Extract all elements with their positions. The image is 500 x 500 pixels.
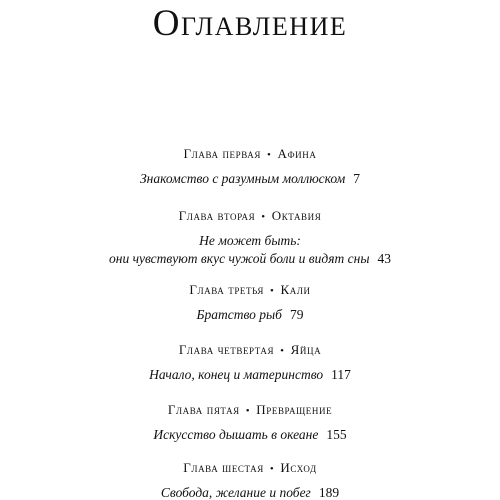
chapter-label: Глава пятая (167, 402, 240, 417)
chapter-subtitle (0, 366, 500, 384)
page-number: 155 (326, 427, 347, 442)
subtitle-line: Искусство дышать в океане (153, 427, 319, 442)
chapter-name: Превращение (256, 402, 333, 417)
bullet-separator: • (267, 149, 272, 161)
chapter-entry-4 (0, 342, 500, 384)
bullet-separator: • (280, 345, 285, 357)
page-title: Оглавление (152, 3, 348, 44)
chapter-heading (0, 402, 500, 419)
chapter-entry-3 (0, 282, 500, 324)
subtitle-line: Свобода, желание и побег (160, 485, 311, 500)
page-number: 189 (318, 485, 340, 500)
page-number: 7 (353, 171, 360, 186)
chapter-heading (0, 460, 500, 477)
chapter-subtitle (0, 170, 500, 188)
chapter-heading (0, 342, 500, 359)
subtitle-line: Братство рыб (196, 307, 282, 322)
chapter-subtitle (0, 232, 500, 250)
bullet-separator: • (245, 405, 251, 417)
chapter-heading (0, 282, 500, 299)
chapter-heading (0, 146, 500, 163)
chapter-label: Глава шестая (183, 460, 264, 475)
chapter-subtitle (0, 426, 500, 444)
bullet-separator: • (261, 211, 266, 223)
chapter-subtitle (0, 484, 500, 500)
subtitle-line: Знакомство с разумным моллюском (139, 171, 346, 186)
chapter-name: Исход (280, 460, 317, 475)
page-number: 43 (377, 251, 391, 266)
chapter-name: Афина (277, 146, 317, 161)
chapter-name: Октавия (271, 208, 322, 223)
chapter-name: Кали (280, 282, 311, 297)
bullet-separator: • (270, 285, 275, 297)
chapter-entry-1 (0, 146, 500, 188)
chapter-name: Яйца (290, 342, 322, 357)
chapter-label: Глава первая (183, 146, 261, 161)
subtitle-line: Не может быть: (199, 233, 301, 248)
page-number: 79 (289, 307, 304, 322)
chapter-entry-2 (0, 208, 500, 268)
subtitle-line: они чувствуют вкус чужой боли и видят сны (109, 251, 370, 266)
chapter-label: Глава четвертая (178, 342, 275, 357)
chapter-entry-5 (0, 402, 500, 444)
page-number: 117 (331, 367, 351, 382)
bullet-separator: • (269, 463, 275, 475)
chapter-heading (0, 208, 500, 225)
chapter-subtitle (0, 306, 500, 324)
chapter-label: Глава третья (189, 282, 265, 297)
chapter-subtitle (0, 250, 500, 268)
chapter-label: Глава вторая (178, 208, 256, 223)
chapter-entry-6 (0, 460, 500, 500)
subtitle-line: Начало, конец и материнство (149, 367, 324, 382)
